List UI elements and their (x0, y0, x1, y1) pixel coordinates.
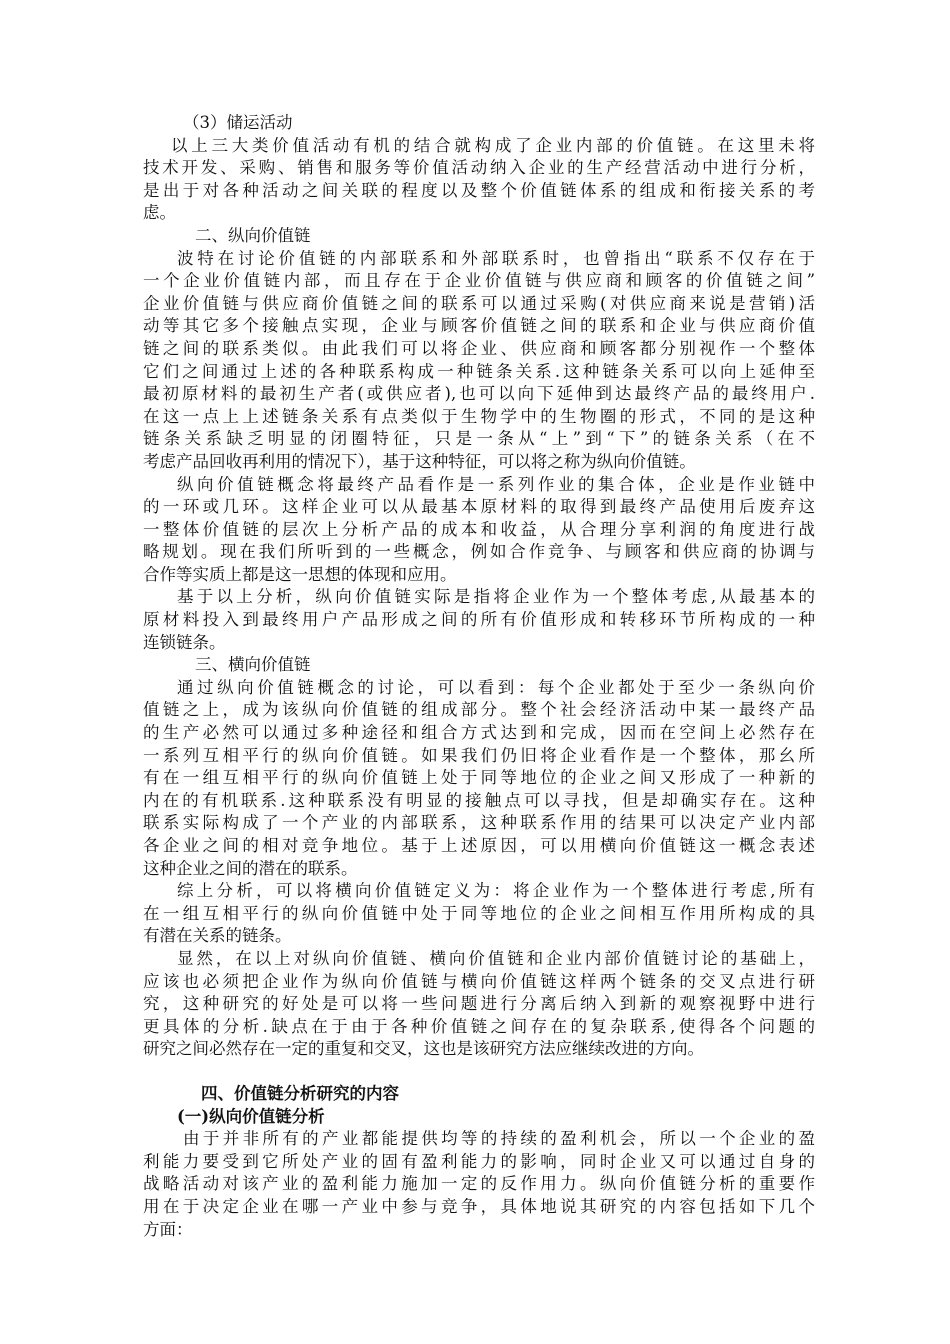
paragraph-line: 联系实际构成了一个产业的内部联系，这种联系作用的结果可以决定产业内部 (143, 813, 815, 833)
paragraph-line: 用在于决定企业在哪一产业中参与竞争，具体地说其研究的内容包括如下几个 (143, 1196, 815, 1216)
paragraph-line: 合作等实质上都是这一思想的体现和应用。 (143, 564, 457, 584)
paragraph-line: 纵向价值链概念将最终产品看作是一系列作业的集合体，企业是作业链中 (177, 474, 815, 494)
paragraph-horizontal-discussion (143, 677, 815, 880)
paragraph-line: 这种企业之间的潜在的联系。 (143, 858, 358, 878)
paragraph-line: 最初原材料的最初生产者(或供应者),也可以向下延伸到达最终产品的最终用户. (143, 384, 815, 404)
paragraph-line: 的一环或几环。这样企业可以从最基本原材料的取得到最终产品使用后废弃这 (143, 497, 815, 517)
paragraph-vertical-concept (143, 474, 815, 587)
paragraph-line: 显然，在以上对纵向价值链、横向价值链和企业内部价值链讨论的基础上， (177, 948, 815, 968)
paragraph-line: 各企业之间的相对竞争地位。基于上述原因，可以用横向价值链这一概念表述 (143, 836, 815, 855)
heading-vertical-value-chain: 二、纵向价值链 (195, 225, 311, 245)
paragraph-internal-value-chain (143, 135, 815, 225)
heading-horizontal-value-chain: 三、横向价值链 (195, 655, 311, 675)
paragraph-line: 在一组互相平行的纵向价值链中处于同等地位的企业之间相互作用所构成的具 (143, 903, 815, 923)
paragraph-line: 波特在讨论价值链的内部联系和外部联系时，也曾指出“联系不仅存在于 (177, 248, 815, 268)
paragraph-line: 虑。 (143, 203, 176, 223)
document-page (143, 112, 815, 1241)
paragraph-line: 方面： (143, 1219, 193, 1239)
subheading-vertical-analysis: (一)纵向价值链分析 (177, 1106, 325, 1126)
section-spacer (143, 1061, 815, 1083)
paragraph-line: 的生产必然可以通过多种途径和组合方式达到和完成，因而在空间上必然存在 (143, 723, 815, 743)
section-item-storage: （3）储运活动 (183, 113, 293, 132)
paragraph-line: 技术开发、采购、销售和服务等价值活动纳入企业的生产经营活动中进行分析， (143, 158, 815, 178)
paragraph-line: 是出于对各种活动之间关联的程度以及整个价值链体系的组成和衔接关系的考 (143, 180, 815, 200)
paragraph-line: 它们之间通过上述的各种联系构成一种链条关系.这种链条关系可以向上延伸至 (143, 361, 815, 381)
paragraph-line: 动等其它多个接触点实现，企业与顾客价值链之间的联系和企业与供应商价值 (143, 316, 815, 336)
paragraph-porter-linkages (143, 248, 815, 474)
paragraph-line: 战略活动对该产业的盈利能力施加一定的反作用力。纵向价值链分析的重要作 (143, 1174, 815, 1194)
paragraph-line: 应该也必须把企业作为纵向价值链与横向价值链这样两个链条的交叉点进行研 (143, 971, 815, 991)
paragraph-line: 一系列互相平行的纵向价值链。如果我们仍旧将企业看作是一个整体，那幺所 (143, 745, 815, 765)
paragraph-line: 在这一点上上述链条关系有点类似于生物学中的生物圈的形式，不同的是这种 (143, 406, 815, 426)
paragraph-line: 更具体的分析.缺点在于由于各种价值链之间存在的复杂联系,使得各个问题的 (143, 1016, 815, 1036)
paragraph-line: 内在的有机联系.这种联系没有明显的接触点可以寻找，但是却确实存在。这种 (143, 790, 815, 810)
paragraph-line: 企业价值链与供应商价值链之间的联系可以通过采购(对供应商来说是营销)活 (143, 293, 815, 313)
paragraph-line: 以上三大类价值活动有机的结合就构成了企业内部的价值链。在这里未将 (171, 135, 815, 155)
paragraph-line: 值链之上，成为该纵向价值链的组成部分。整个社会经济活动中某一最终产品 (143, 700, 815, 720)
paragraph-line: 有在一组互相平行的纵向价值链上处于同等地位的企业之间又形成了一种新的 (143, 768, 815, 788)
paragraph-line: 究，这种研究的好处是可以将一些问题进行分离后纳入到新的观察视野中进行 (143, 994, 815, 1014)
paragraph-line: 原材料投入到最终用户产品形成之间的所有价值形成和转移环节所构成的一种 (143, 610, 815, 630)
paragraph-line: 链之间的联系类似。由此我们可以将企业、供应商和顾客都分别视作一个整体 (143, 338, 815, 358)
paragraph-line: 连锁链条。 (143, 632, 226, 652)
paragraph-line: 考虑产品回收再利用的情况下），基于这种特征，可以将之称为纵向价值链。 (143, 451, 696, 471)
paragraph-line: 链条关系缺乏明显的闭圈特征，只是一条从“上”到“下”的链条关系（在不 (143, 429, 815, 449)
paragraph-line: 综上分析，可以将横向价值链定义为：将企业作为一个整体进行考虑,所有 (177, 881, 815, 901)
paragraph-line: 有潜在关系的链条。 (143, 926, 292, 946)
paragraph-line: 由于并非所有的产业都能提供均等的持续的盈利机会，所以一个企业的盈 (183, 1129, 815, 1149)
paragraph-vertical-definition (143, 586, 815, 654)
paragraph-line: 通过纵向价值链概念的讨论，可以看到：每个企业都处于至少一条纵向价 (177, 677, 815, 697)
paragraph-line: 略规划。现在我们所听到的一些概念，例如合作竞争、与顾客和供应商的协调与 (143, 542, 815, 562)
paragraph-line: 一整体价值链的层次上分析产品的成本和收益，从合理分享利润的角度进行战 (143, 519, 815, 539)
paragraph-line: 基于以上分析，纵向价值链实际是指将企业作为一个整体考虑,从最基本的 (177, 587, 815, 607)
paragraph-horizontal-definition (143, 880, 815, 948)
heading-analysis-content: 四、价值链分析研究的内容 (201, 1083, 399, 1103)
paragraph-line: 研究之间必然存在一定的重复和交叉，这也是该研究方法应继续改进的方向。 (143, 1039, 704, 1059)
paragraph-intersection (143, 948, 815, 1061)
paragraph-line: 一个企业价值链内部，而且存在于企业价值链与供应商和顾客的价值链之间” (143, 271, 815, 291)
paragraph-line: 利能力要受到它所处产业的固有盈利能力的影响，同时企业又可以通过自身的 (143, 1151, 815, 1171)
paragraph-profitability (143, 1128, 815, 1241)
